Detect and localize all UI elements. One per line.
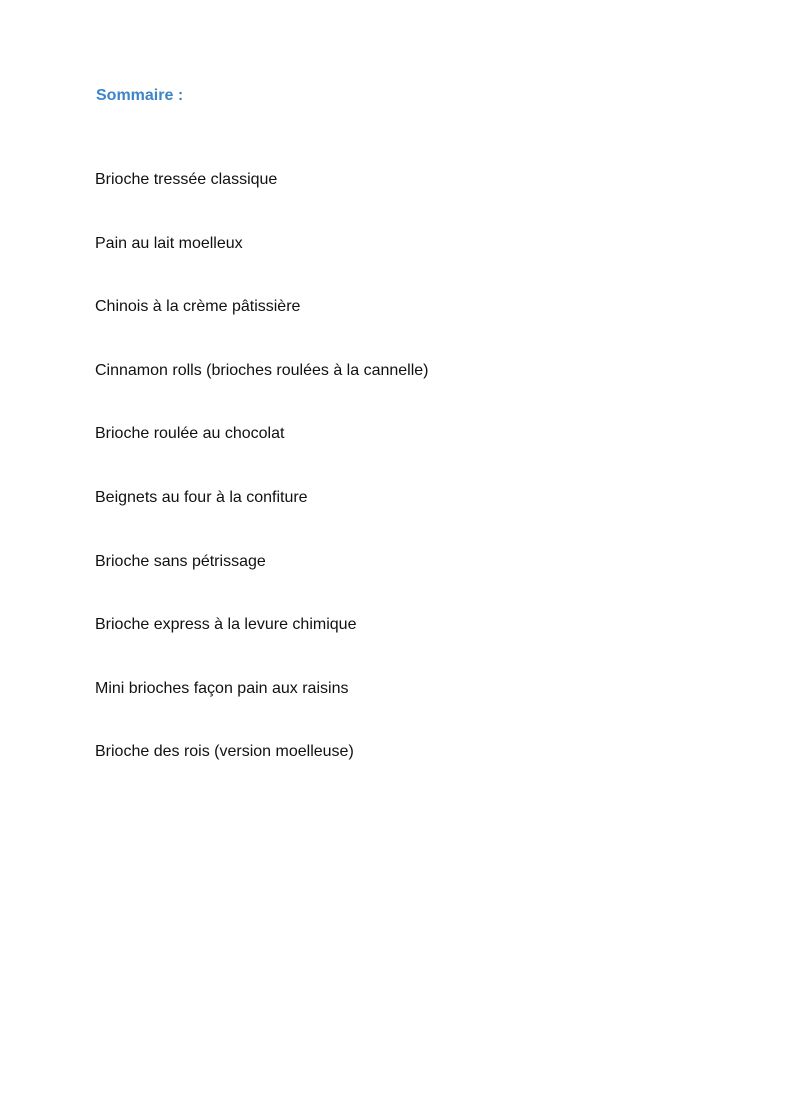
toc-list [95,170,429,806]
toc-item-pain-au-lait: Pain au lait moelleux [95,234,243,252]
toc-item-brioche-express: Brioche express à la levure chimique [95,616,357,634]
toc-item-cinnamon-rolls: Cinnamon rolls (brioches roulées à la cannelle) [95,361,429,379]
toc-item-chinois: Chinois à la crème pâtissière [95,298,301,316]
toc-item-brioche-des-rois: Brioche des rois (version moelleuse) [95,743,354,761]
toc-item-brioche-sans-petrissage: Brioche sans pétrissage [95,552,266,570]
toc-item-mini-brioches: Mini brioches façon pain aux raisins [95,679,349,697]
toc-item-beignets: Beignets au four à la confiture [95,488,308,506]
toc-item-brioche-tressee: Brioche tressée classique [95,171,278,188]
toc-item-brioche-chocolat: Brioche roulée au chocolat [95,425,285,443]
toc-title: Sommaire : [96,87,184,104]
